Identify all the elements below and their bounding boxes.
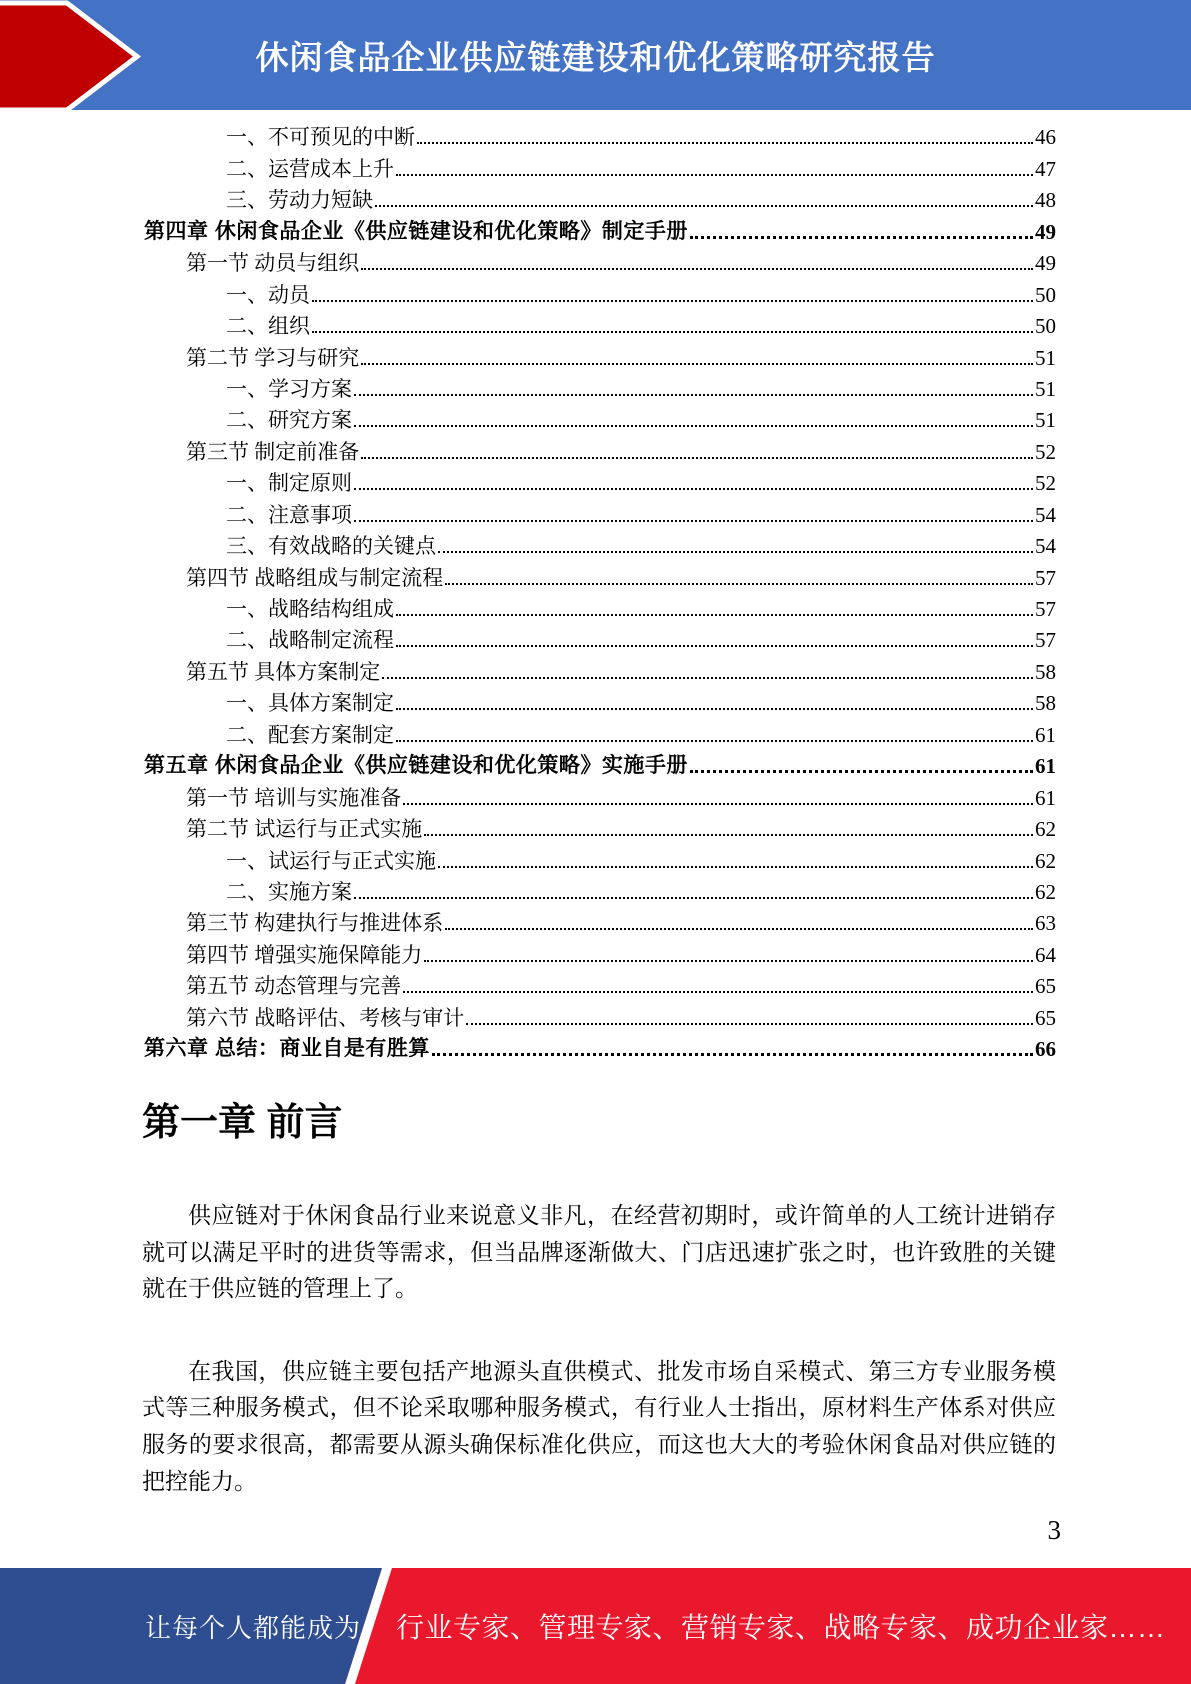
toc-entry-label: 二、组织 — [226, 314, 310, 339]
toc-entry-page: 62 — [1035, 817, 1056, 842]
toc-entry-label: 第二节 学习与研究 — [186, 345, 360, 370]
toc-entry — [142, 339, 1056, 370]
toc-entry-page: 50 — [1035, 282, 1056, 307]
page-number: 3 — [1047, 1515, 1061, 1545]
toc-entry-label: 第二节 试运行与正式实施 — [186, 817, 423, 842]
toc-leader-dots — [438, 551, 1033, 553]
toc-entry-page: 66 — [1035, 1037, 1056, 1062]
report-title: 休闲食品企业供应链建设和优化策略研究报告 — [255, 38, 936, 76]
toc-entry-page: 52 — [1035, 439, 1056, 464]
toc-entry-page: 61 — [1035, 722, 1056, 747]
toc-entry-label: 一、制定原则 — [226, 471, 352, 496]
toc-entry — [142, 496, 1056, 527]
toc-entry-page: 48 — [1035, 188, 1056, 213]
toc-entry-label: 第六节 战略评估、考核与审计 — [186, 1005, 465, 1030]
toc-entry — [142, 465, 1056, 496]
toc-entry-page: 58 — [1035, 659, 1056, 684]
toc-entry-label: 第三节 构建执行与推进体系 — [186, 911, 444, 936]
toc-entry-label: 二、运营成本上升 — [226, 156, 394, 181]
toc-entry-page: 64 — [1035, 942, 1056, 967]
toc-entry — [142, 936, 1056, 967]
toc-entry-page: 54 — [1035, 534, 1056, 559]
toc-leader-dots — [690, 770, 1033, 773]
toc-entry-label: 第四节 增强实施保障能力 — [186, 942, 423, 967]
toc-leader-dots — [403, 991, 1033, 993]
toc-entry-page: 61 — [1035, 754, 1056, 779]
toc-entry — [142, 528, 1056, 559]
toc-leader-dots — [438, 866, 1033, 868]
toc-entry-label: 第五章 休闲食品企业《供应链建设和优化策略》实施手册 — [144, 754, 688, 778]
toc-entry — [142, 433, 1056, 464]
body-paragraph: 供应链对于休闲食品行业来说意义非凡，在经营初期时，或许简单的人工统计进销存就可以满足平时的进货等需求，但当品牌逐渐做大、门店迅速扩张之时，也许致胜的关键就在于供应链的管理上了。 — [142, 1203, 1056, 1302]
toc-entry — [142, 999, 1056, 1030]
toc-leader-dots — [312, 331, 1033, 333]
toc-entry — [142, 874, 1056, 905]
toc-leader-dots — [354, 425, 1033, 427]
toc-leader-dots — [361, 268, 1033, 270]
table-of-contents — [0, 110, 1191, 1062]
toc-entry-label: 一、不可预见的中断 — [226, 125, 415, 150]
toc-entry — [142, 213, 1056, 244]
toc-leader-dots — [354, 520, 1033, 522]
toc-entry — [142, 371, 1056, 402]
toc-entry-label: 三、劳动力短缺 — [226, 188, 373, 213]
toc-entry-page: 57 — [1035, 628, 1056, 653]
toc-entry-page: 51 — [1035, 376, 1056, 401]
toc-entry-page: 62 — [1035, 848, 1056, 873]
toc-leader-dots — [354, 897, 1033, 899]
toc-entry — [142, 716, 1056, 747]
toc-leader-dots — [403, 803, 1033, 805]
toc-entry-page: 61 — [1035, 785, 1056, 810]
toc-entry — [142, 559, 1056, 590]
toc-entry — [142, 653, 1056, 684]
toc-entry-page: 57 — [1035, 597, 1056, 621]
toc-entry-label: 一、战略结构组成 — [226, 597, 394, 621]
toc-leader-dots — [361, 363, 1033, 365]
toc-entry-label: 二、战略制定流程 — [226, 628, 394, 653]
toc-entry — [142, 811, 1056, 842]
toc-entry-page: 65 — [1035, 974, 1056, 999]
toc-leader-dots — [396, 174, 1033, 176]
toc-entry — [142, 150, 1056, 181]
toc-entry — [142, 905, 1056, 936]
toc-entry-page: 51 — [1035, 345, 1056, 370]
chapter-section — [0, 1062, 1191, 1500]
toc-entry-page: 49 — [1035, 251, 1056, 276]
toc-leader-dots — [382, 677, 1033, 679]
toc-entry — [142, 276, 1056, 307]
toc-entry-label: 三、有效战略的关键点 — [226, 534, 436, 559]
toc-entry-label: 第六章 总结：商业自是有胜算 — [144, 1037, 430, 1061]
toc-entry-label: 一、试运行与正式实施 — [226, 848, 436, 873]
toc-leader-dots — [417, 142, 1033, 144]
toc-entry — [142, 779, 1056, 810]
toc-entry-page: 63 — [1035, 911, 1056, 936]
toc-entry-page: 52 — [1035, 471, 1056, 496]
toc-entry-label: 一、学习方案 — [226, 376, 352, 401]
chapter-heading: 第一章 前言 — [142, 1102, 343, 1144]
toc-leader-dots — [312, 300, 1033, 302]
toc-leader-dots — [396, 614, 1033, 616]
page-header — [0, 0, 1191, 110]
body-paragraphs — [142, 1198, 1056, 1500]
toc-entry-label: 第五节 具体方案制定 — [186, 659, 381, 684]
toc-entry-label: 第一节 动员与组织 — [186, 251, 360, 276]
body-paragraph: 在我国，供应链主要包括产地源头直供模式、批发市场自采模式、第三方专业服务模式等三种服务模式，但不论采取哪种服务模式，有行业人士指出，原材料生产体系对供应服务的要求很高，都需要从源头确保标准化供应，而这也大大的考验休闲食品对供应链的把控能力。 — [142, 1358, 1056, 1494]
toc-entry — [142, 748, 1056, 779]
toc-entry-label: 第三节 制定前准备 — [186, 439, 360, 464]
toc-leader-dots — [432, 1053, 1033, 1056]
toc-entry — [142, 245, 1056, 276]
toc-leader-dots — [445, 928, 1033, 930]
toc-entry-label: 一、具体方案制定 — [226, 691, 394, 716]
toc-leader-dots — [424, 834, 1033, 836]
toc-entry-page: 49 — [1035, 219, 1056, 244]
toc-entry-label: 二、实施方案 — [226, 879, 352, 904]
toc-entry-label: 二、研究方案 — [226, 408, 352, 433]
toc-entry — [142, 842, 1056, 873]
toc-entry-label: 第四章 休闲食品企业《供应链建设和优化策略》制定手册 — [144, 219, 688, 243]
toc-entry — [142, 308, 1056, 339]
toc-entry-page: 62 — [1035, 879, 1056, 904]
toc-entry-page: 51 — [1035, 408, 1056, 433]
toc-leader-dots — [354, 488, 1033, 490]
toc-entry-page: 57 — [1035, 565, 1056, 590]
toc-entry-label: 第四节 战略组成与制定流程 — [186, 565, 444, 590]
toc-entry — [142, 402, 1056, 433]
toc-entry-label: 一、动员 — [226, 282, 310, 307]
page-footer — [0, 1568, 1191, 1684]
toc-entry — [142, 591, 1056, 622]
toc-entry-page: 47 — [1035, 156, 1056, 181]
toc-entry-label: 二、注意事项 — [226, 502, 352, 527]
toc-leader-dots — [396, 645, 1033, 647]
toc-leader-dots — [466, 1023, 1033, 1025]
toc-leader-dots — [445, 583, 1033, 585]
toc-entry — [142, 119, 1056, 150]
toc-entry-page: 46 — [1035, 125, 1056, 150]
toc-entry — [142, 622, 1056, 653]
toc-leader-dots — [375, 205, 1033, 207]
toc-entry-page: 54 — [1035, 502, 1056, 527]
toc-entry-page: 50 — [1035, 314, 1056, 339]
toc-entry — [142, 182, 1056, 213]
toc-leader-dots — [396, 740, 1033, 742]
toc-leader-dots — [424, 960, 1033, 962]
toc-leader-dots — [361, 457, 1033, 459]
toc-entry-label: 第五节 动态管理与完善 — [186, 974, 402, 999]
toc-leader-dots — [354, 394, 1033, 396]
toc-entry-label: 二、配套方案制定 — [226, 722, 394, 747]
toc-entry — [142, 1031, 1056, 1062]
toc-entry-page: 65 — [1035, 1005, 1056, 1030]
footer-slogan-left: 让每个人都能成为 — [145, 1612, 362, 1643]
toc-entry — [142, 968, 1056, 999]
toc-leader-dots — [396, 708, 1033, 710]
toc-leader-dots — [690, 236, 1033, 239]
toc-entry-label: 第一节 培训与实施准备 — [186, 785, 402, 810]
toc-entry — [142, 685, 1056, 716]
footer-slogan-right: 行业专家、管理专家、营销专家、战略专家、成功企业家…… — [396, 1612, 1166, 1643]
toc-entry-page: 58 — [1035, 691, 1056, 716]
